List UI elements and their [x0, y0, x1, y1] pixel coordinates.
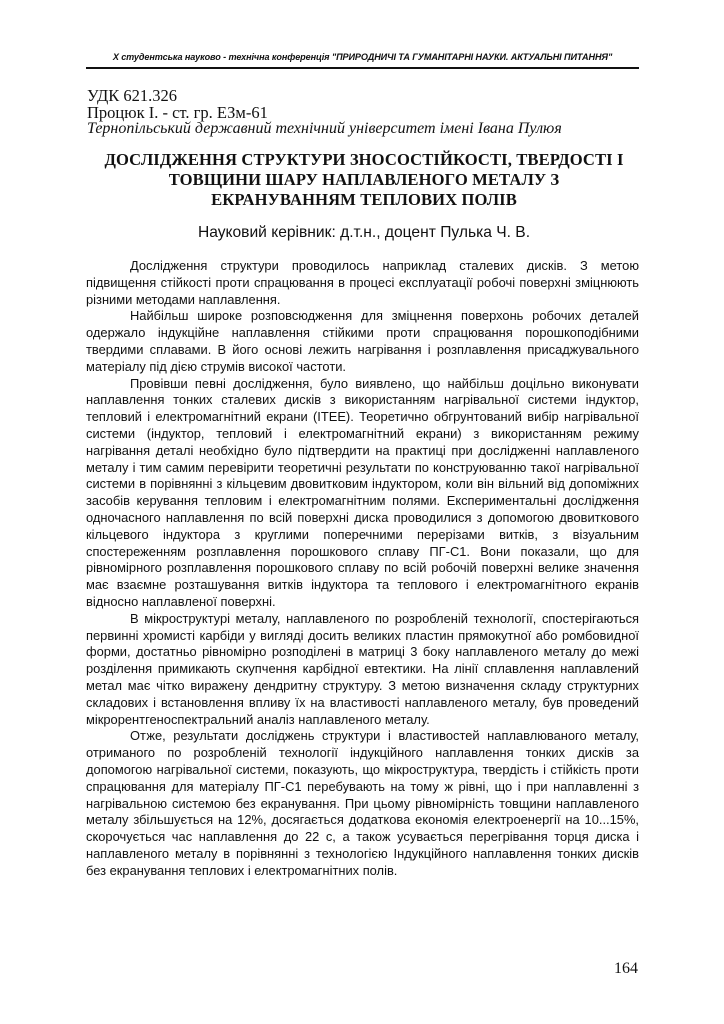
running-header: Х студентська науково - технічна конференція "ПРИРОДНИЧІ ТА ГУМАНІТАРНІ НАУКИ. АКТУАЛЬНІ ПИТАННЯ"	[112, 52, 613, 62]
body-paragraph: В мікроструктурі металу, наплавленого по розробленій технології, спостерігаються первинні хромисті карбіди у вигляді досить великих пластин прямокутної або ромбовидної форми, достатньо рівномірно розподілені в матриці 3 боку наплавленого металу до межі розділення примикають скупчення карбідної евтектики. На лінії сплавлення наплавлений метал має чітко виражену дендритну структуру. З метою визначення складу структурних складових і встановлення впливу їх на властивості наплавленого металу, був проведений мікрорентгеноспектральний аналіз наплавленого металу.	[86, 610, 639, 727]
article-body	[86, 258, 639, 879]
udc-code: УДК 621.326	[87, 86, 178, 105]
title-line: ДОСЛІДЖЕННЯ СТРУКТУРИ ЗНОСОСТІЙКОСТІ, ТВЕРДОСТІ І	[104, 150, 624, 169]
article-title	[86, 150, 642, 210]
supervisor-line: Науковий керівник: д.т.н., доцент Пулька Ч. В.	[197, 224, 531, 241]
header-rule	[86, 67, 639, 69]
body-paragraph: Найбільш широке розповсюдження для зміцнення поверхонь робочих деталей одержало індукційне наплавлення стійкими проти спрацювання порошкоподібними твердими сплавами. В його основі лежить нагрівання і розплавлення присаджувального матеріалу під дією струмів високої частоти.	[86, 308, 639, 374]
article-meta	[87, 88, 647, 138]
body-paragraph: Провівши певні дослідження, було виявлено, що найбільш доцільно виконувати наплавлення тонких сталевих дисків з використанням нагрівальної системи індуктор, тепловий і електромагнітний екрани (ІТЕЕ). Теоретично обгрунтований вибір нагрівальної системи (індуктор, тепловий і електромагнітний екрани) з використанням режиму нагрівання деталі необхідно було підтвердити на практиці при дослідженні наплавленого металу і тим самим перевірити теоретичні результати по конструюванню такої нагрівальної системи в порівнянні з кільцевим двовитковим індуктором, коли він вільний від допоміжних засобів керування тепловим і електромагнітним полями. Експериментальні дослідження одночасного наплавлення по всій поверхні диска проводилися з допомогою двовиткового кільцевого індуктора з круглими поперечними перерізами витків, з візуальним спостереженням розплавлення порошкового сплаву ПГ-С1. Вони показали, що для рівномірного розплавлення порошкового сплаву по всій робочій поверхні велике значення має взаємне розташування витків індуктора та теплового і електромагнітного екранів відносно наплавленої поверхні.	[86, 375, 639, 609]
affiliation: Тернопільський державний технічний університет імені Івана Пулюя	[87, 120, 562, 137]
body-paragraph: Отже, результати досліджень структури і властивостей наплавлюваного металу, отриманого по розробленій технології індукційного наплавлення тонких дисків за допомогою нагрівальної системи, показують, що мікроструктура, твердість і стійкість проти спрацювання для матеріалу ПГ-С1 перебувають на тому ж рівні, що і при наплавленні з нагрівальною системою без екранування. При цьому рівномірність товщини наплавленого металу збільшується на 12%, досягається додаткова економія електроенергії на 10...15%, скорочується час наплавлення до 22 с, а також усувається перегрівання торця диска і наплавленого металу в порівнянні з технологією Індукційного наплавлення тонких дисків без екранування теплових і електромагнітних полів.	[86, 728, 639, 878]
body-paragraph: Дослідження структури проводилось наприклад сталевих дисків. З метою підвищення стійкості проти спрацювання в процесі експлуатації робочі поверхні зміцнюють різними методами наплавлення.	[86, 258, 639, 307]
title-line: ТОВЩИНИ ШАРУ НАПЛАВЛЕНОГО МЕТАЛУ З	[168, 170, 560, 189]
page-number: 164	[614, 960, 638, 977]
title-line: ЕКРАНУВАННЯМ ТЕПЛОВИХ ПОЛІВ	[211, 190, 517, 209]
author-line: Процюк І. - ст. гр. ЕЗм-61	[87, 102, 268, 122]
